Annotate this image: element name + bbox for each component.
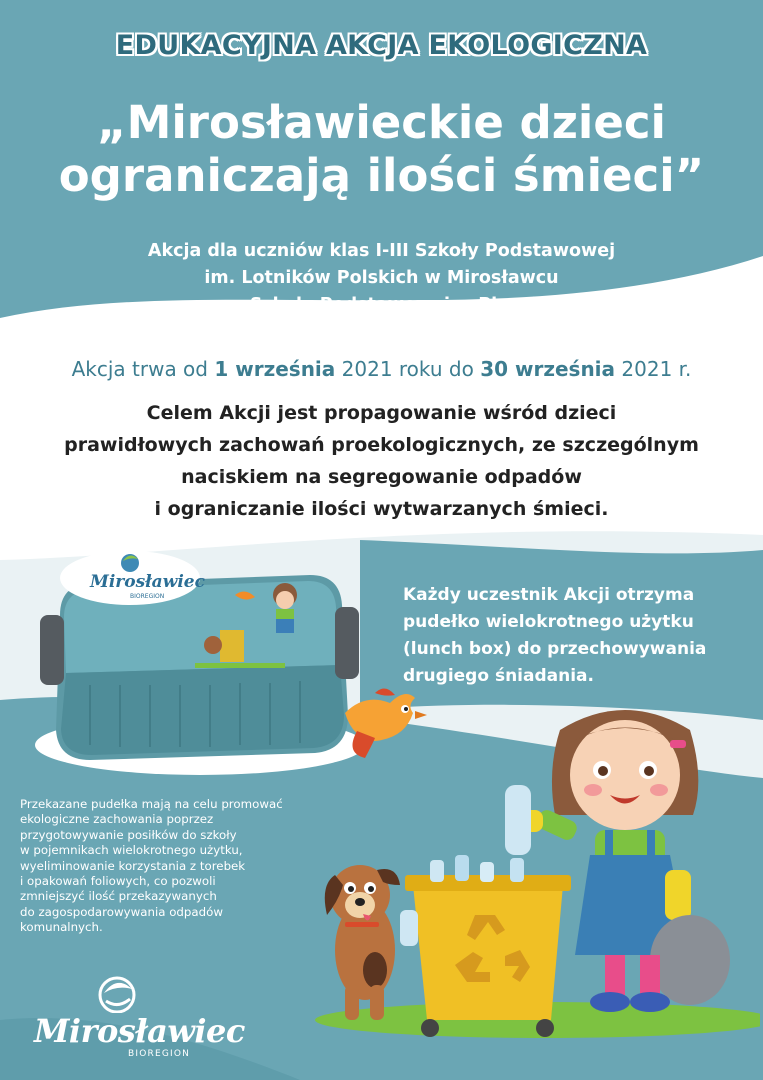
dates-suffix: 2021 r. — [615, 357, 692, 381]
subtitle-line-3: oraz Szkoły Podstawowej w Piecniku — [201, 295, 562, 315]
main-title-line-1: „Mirosławieckie dzieci — [97, 96, 666, 149]
lunch-line-3: (lunch box) do przechowywania — [403, 639, 707, 659]
logo-wordmark: Mirosławiec — [34, 1012, 245, 1050]
box-logo-sub: BIOREGION — [130, 593, 165, 600]
main-title-line-2: ograniczają ilości śmieci” — [58, 149, 705, 202]
main-title — [0, 96, 763, 202]
side-line: komunalnych. — [20, 920, 103, 935]
recycle-bin — [405, 855, 571, 1037]
box-logo-word: Mirosławiec — [90, 572, 205, 592]
dates-prefix: Akcja trwa od — [71, 357, 215, 381]
lunch-line-2: pudełko wielokrotnego użytku — [403, 612, 694, 632]
side-line: ekologiczne zachowania poprzez — [20, 812, 214, 827]
campaign-goal — [0, 397, 763, 525]
side-line: Przekazane pudełka mają na celu promować — [20, 797, 283, 811]
side-description — [20, 797, 350, 936]
dates-start: 1 września — [214, 357, 336, 381]
dates-middle: 2021 roku do — [335, 357, 481, 381]
side-line: wyeliminowanie korzystania z torebek — [20, 858, 246, 873]
campaign-heading: EDUKACYJNA AKCJA EKOLOGICZNA — [115, 30, 648, 61]
goal-line-4: i ograniczanie ilości wytwarzanych śmieci. — [154, 498, 609, 520]
box-logo-emblem-icon — [121, 554, 139, 572]
subtitle-line-1: Akcja dla uczniów klas I-III Szkoły Podstawowej — [147, 241, 616, 261]
side-line: przygotowywanie posiłków do szkoły — [20, 827, 237, 842]
dates-end: 30 września — [480, 357, 616, 381]
goal-line-3: naciskiem na segregowanie odpadów — [181, 466, 582, 488]
logo-emblem-icon — [92, 975, 142, 1013]
subtitle — [0, 238, 763, 319]
lunch-box-info — [403, 582, 753, 690]
dog-icon — [325, 865, 418, 1020]
side-line: do zagospodarowywania odpadów — [20, 904, 223, 919]
lunch-line-4: drugiego śniadania. — [403, 666, 594, 686]
logo-subtitle: BIOREGION — [128, 1049, 191, 1059]
subtitle-line-2: im. Lotników Polskich w Mirosławcu — [204, 268, 559, 288]
goal-line-1: Celem Akcji jest propagowanie wśród dzieci — [146, 402, 617, 424]
side-line: i opakowań foliowych, co pozwoli — [20, 874, 216, 889]
side-line: w pojemnikach wielokrotnego użytku, — [20, 843, 243, 858]
recycling-scene-illustration — [305, 690, 760, 1040]
side-line: zmniejszyć ilość przekazywanych — [20, 889, 217, 904]
lunch-line-1: Każdy uczestnik Akcji otrzyma — [403, 585, 695, 605]
goal-line-2: prawidłowych zachowań proekologicznych, ze szczególnym — [64, 434, 699, 456]
campaign-dates — [0, 357, 763, 381]
